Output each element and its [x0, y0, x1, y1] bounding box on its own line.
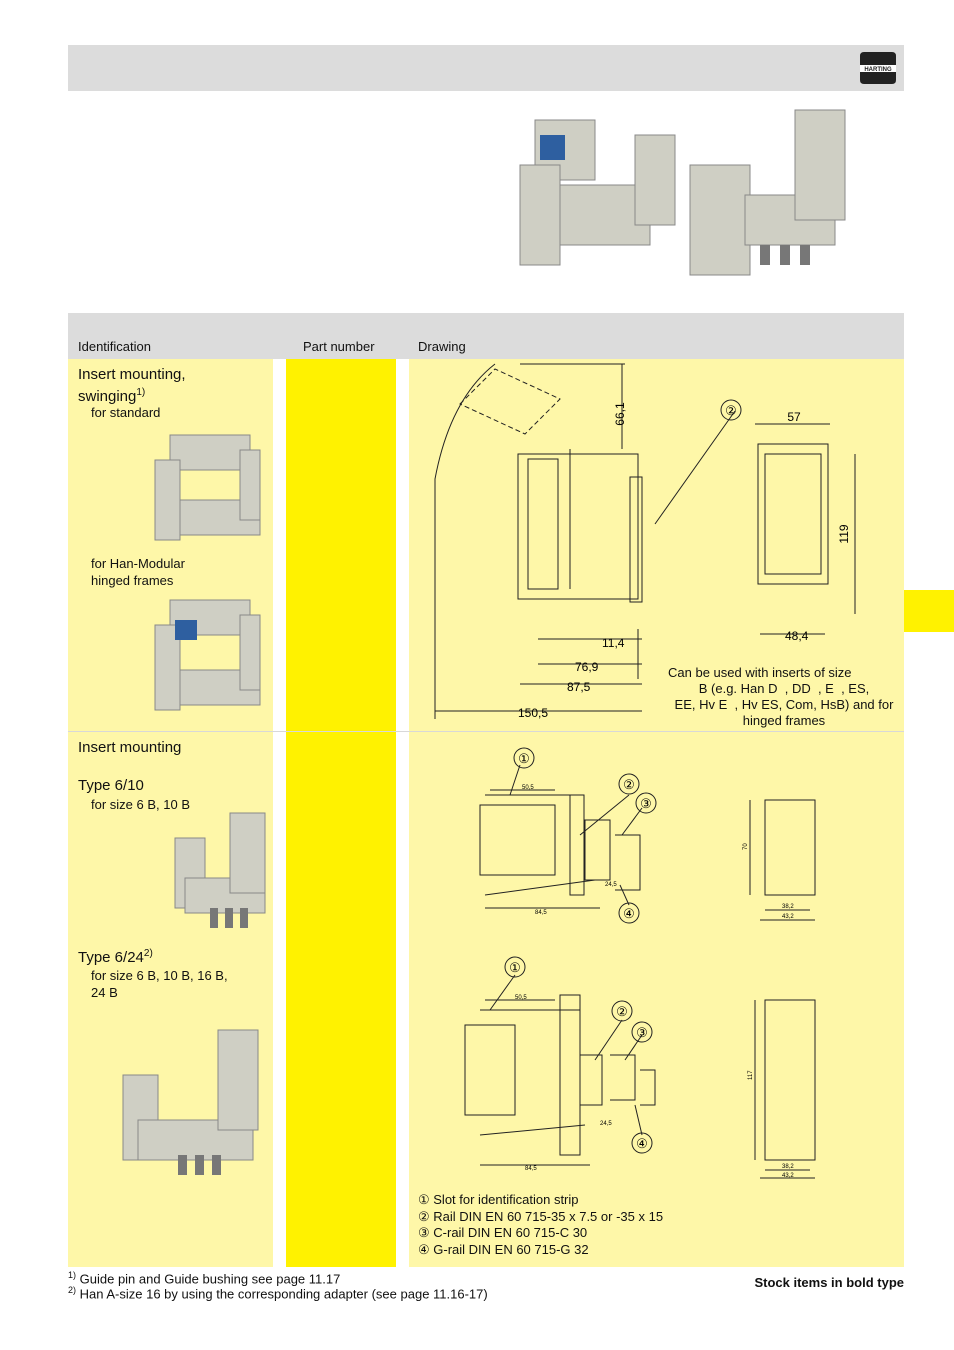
callout-4: ④ — [636, 1136, 648, 1151]
row2-title: Insert mounting — [78, 739, 182, 756]
dim-38-2: 38,2 — [782, 1164, 794, 1170]
dim-50-5: 50,5 — [522, 785, 534, 791]
dim-87-5: 87,5 — [567, 680, 591, 694]
row1-sub1: for standard — [91, 405, 161, 420]
type-6-24: Type 6/24$^{2)}$ — [78, 948, 153, 966]
footnote-2: $^{2)}$ Han A-size 16 by using the corresponding adapter (see page 11.16-17) — [68, 1285, 488, 1302]
type-6-10-drawing — [410, 740, 904, 940]
row-divider — [68, 731, 904, 732]
stock-note: Stock items in bold type — [754, 1275, 904, 1290]
type-6-24-sub1: for size 6 B, 10 B, 16 B, — [91, 968, 228, 983]
dim-11-4: 11,4 — [602, 636, 625, 650]
footnote-1: $^{1)}$ Guide pin and Guide bushing see page 11.17 — [68, 1270, 341, 1287]
type-6-10: Type 6/10 — [78, 777, 144, 794]
callout-2: ② — [725, 403, 737, 418]
col-drawing: Drawing — [418, 339, 466, 354]
part-number-column — [286, 359, 396, 1267]
type-6-24-drawing — [410, 955, 904, 1180]
swinging-frame-photo — [150, 430, 270, 545]
legend-item: ③ C-rail DIN EN 60 715-C 30 — [418, 1225, 588, 1240]
callout-1: ① — [509, 960, 521, 975]
dim-43-2: 43,2 — [782, 1173, 794, 1179]
dim-43-2: 43,2 — [782, 914, 794, 920]
row1-title2: swinging$^{1)}$ — [78, 387, 146, 405]
row1-sub2: for Han-Modular — [91, 556, 185, 571]
callout-3: ③ — [640, 796, 652, 811]
callout-4: ④ — [623, 906, 635, 921]
callout-1: ① — [518, 751, 530, 766]
table-header — [68, 313, 904, 359]
callout-3: ③ — [636, 1025, 648, 1040]
row1-usage-note: Can be used with inserts of size B (e.g. Han D , DD , E , ES, EE, Hv E , Hv ES, Com, HsB) and for hinged frames — [668, 665, 894, 728]
type-6-24-photo — [118, 1025, 273, 1180]
harting-logo — [858, 50, 898, 86]
dim-24-5: 24,5 — [600, 1121, 612, 1127]
type-6-10-photo — [170, 808, 275, 936]
dim-150-5: 150,5 — [518, 706, 549, 720]
dim-57: 57 — [787, 410, 801, 424]
type-6-10-sub: for size 6 B, 10 B — [91, 797, 190, 812]
dim-84-5: 84,5 — [525, 1166, 537, 1172]
dim-24-5: 24,5 — [605, 882, 617, 888]
product-photo-top — [515, 105, 865, 280]
column-divider — [396, 359, 409, 1267]
dim-117: 117 — [748, 1070, 754, 1080]
type-6-24-sub2: 24 B — [91, 985, 118, 1000]
col-part-number: Part number — [303, 339, 375, 354]
row1-sub3: hinged frames — [91, 573, 174, 588]
han-modular-frame-photo — [150, 595, 270, 715]
callout-2: ② — [623, 777, 635, 792]
callout-2: ② — [616, 1004, 628, 1019]
legend-item: ② Rail DIN EN 60 715-35 x 7.5 or -35 x 15 — [418, 1208, 664, 1224]
dim-48-4: 48,4 — [785, 629, 809, 643]
dim-70: 70 — [743, 843, 749, 850]
dim-119: 119 — [837, 524, 851, 544]
logo-text: HARTING — [864, 67, 892, 73]
dim-66-1: 66,1 — [613, 402, 627, 426]
header-bar — [68, 45, 904, 91]
dim-50-5: 50,5 — [515, 995, 527, 1001]
dim-76-9: 76,9 — [575, 660, 599, 674]
dim-38-2: 38,2 — [782, 904, 794, 910]
row1-title: Insert mounting, — [78, 366, 186, 383]
section-tab — [904, 590, 954, 632]
legend-item: ① Slot for identification strip — [418, 1192, 579, 1207]
rail-legend — [418, 1192, 663, 1258]
dim-84-5: 84,5 — [535, 910, 547, 916]
col-identification: Identification — [78, 339, 151, 354]
legend-item: ④ G-rail DIN EN 60 715-G 32 — [418, 1241, 589, 1257]
